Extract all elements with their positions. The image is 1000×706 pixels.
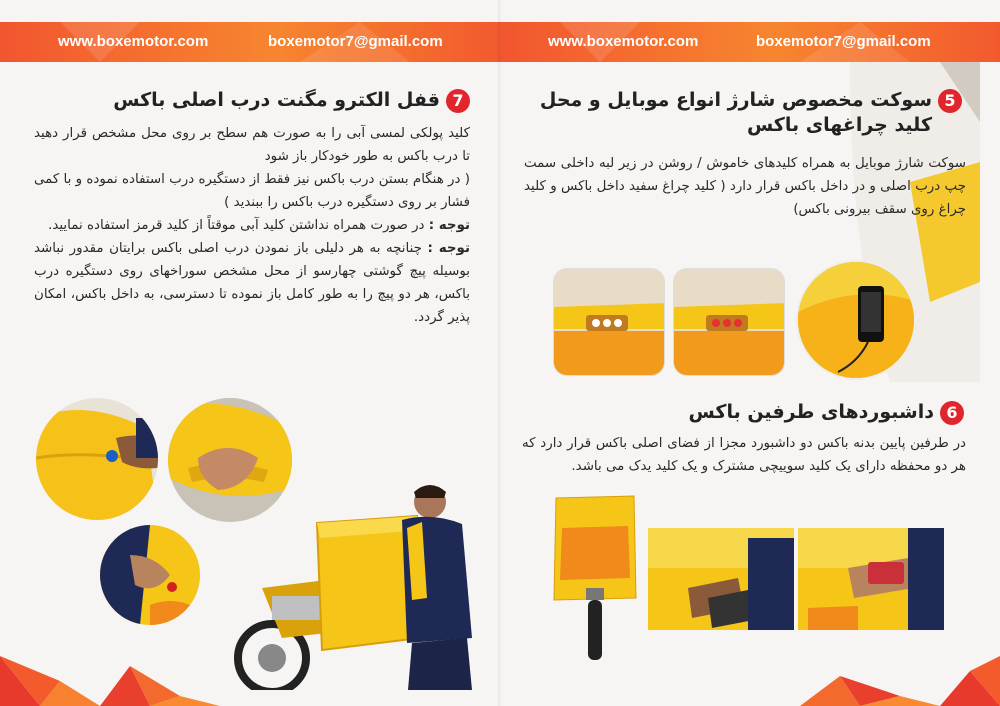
header-bar-right [500,22,1000,62]
photo-red-key [100,525,200,625]
section-7-note-1 [34,214,470,237]
decorative-triangles-left [0,626,500,706]
note-1-label: توجه : [428,218,470,233]
email-text[interactable]: boxemotor7@gmail.com [756,33,931,50]
photo-red-light [673,268,785,376]
section-7-title [30,88,470,113]
section-5-title-line-1 [522,88,962,113]
section-6-body: در طرفین پایین بدنه باکس دو داشبورد مجزا از فضای اصلی باکس قرار دارد که هر دو محفظه دارای یک کلید سوییچی مشترک و یک کلید یدک می باشد. [522,436,966,474]
section-7-note-2 [34,237,470,329]
section-7-title-text: قفل الکترو مگنت درب اصلی باکس [113,89,440,111]
section-7-para-1: کلید پولکی لمسی آبی را به صورت هم سطح بر روی محل مشخص قرار دهید تا درب باکس به طور خودکار باز شود [34,126,470,164]
right-page [500,0,1000,706]
section-5-number: 5 [938,89,962,113]
section-6-number: 6 [940,401,964,425]
section-6-title-text: داشبوردهای طرفین باکس [688,401,934,423]
section-5-body: سوکت شارژ موبایل به همراه کلیدهای خاموش / روشن در زیر لبه داخلی سمت چپ درب اصلی و در داخل باکس قرار دارد ( کلید چراغ سفید داخل باکس و کلید چراغ روی سقف بیرونی باکس) [524,156,966,217]
section-7-para-2: ( در هنگام بستن درب باکس نیز فقط از دستگیره درب استفاده نموده و با کمی فشار بر روی دستگیره درب باکس را ببندید ) [34,172,470,210]
section-5-title-text-1: سوکت مخصوص شارژ انواع موبایل و محل [539,89,932,111]
photo-phone-charger [796,260,916,380]
page-spine [498,0,502,706]
section-7-number: 7 [446,89,470,113]
photo-dashboard-left [648,528,794,630]
note-1-text: در صورت همراه نداشتن کلید آبی موقتاً از کلید قرمز استفاده نمایید. [48,218,425,233]
section-5-title [522,88,962,137]
website-text[interactable]: www.boxemotor.com [548,33,699,50]
photo-dashboard-right [798,528,944,630]
section-5-title-line-2: کلید چراغهای باکس [746,113,932,136]
website-text[interactable]: www.boxemotor.com [58,33,209,50]
note-2-label: توجه : [427,241,470,256]
section-7-body [34,122,470,329]
email-text[interactable]: boxemotor7@gmail.com [268,33,443,50]
note-2-text: چنانچه به هر دلیلی باز نمودن درب اصلی باکس برایتان مقدور نباشد بوسیله پیچ گوشتی چهارسو از محل مشخص سوراخهای روی دستگیره درب باکس، هر دو پیچ را به طور کامل باز نموده تا دسترسی، به داخل باکس، امکان پذیر گردد. [34,241,470,325]
decorative-triangles-right [500,626,1000,706]
photo-key-touch [36,398,158,520]
photo-white-light [553,268,665,376]
section-6-title [524,400,964,425]
header-bar-left [0,22,500,62]
